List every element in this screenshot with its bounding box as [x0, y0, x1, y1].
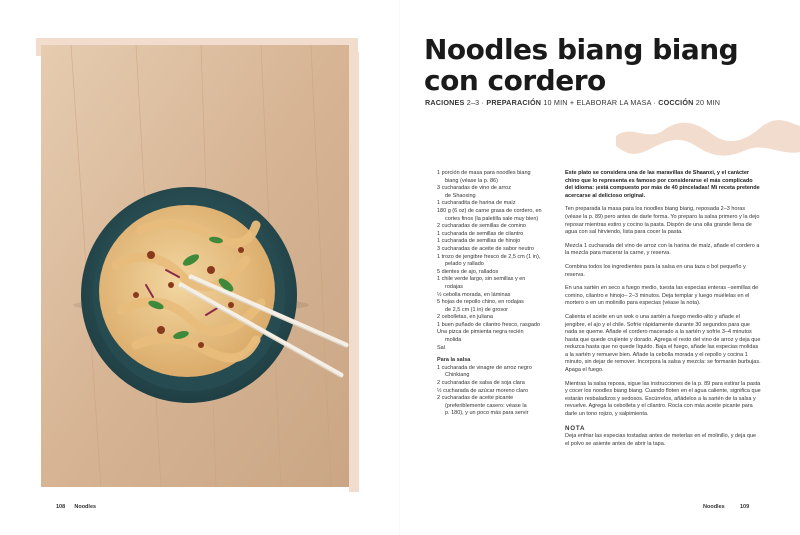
section-name-right: Noodles [703, 504, 725, 510]
sauce-ingredient-line: 1 cucharada de vinagre de arroz negro [437, 364, 532, 371]
ingredient-line: 3 cucharadas de vino de arroz [437, 185, 511, 192]
ingredient-line: Sal [437, 344, 445, 351]
sauce-ingredient-line: p. 180), y un poco más para servir [445, 410, 529, 417]
prep-value: 10 MIN + ELABORAR LA MASA [543, 98, 652, 107]
ingredient-line: biang (véase la p. 86) [445, 177, 498, 184]
method-step: Mezcla 1 cucharada del vino de arroz con la harina de maíz, añade el cordero a la mezcla para macerar la carne, y reserva. [565, 242, 760, 257]
cook-label: COCCIÓN [658, 98, 694, 107]
accent-strip-side [349, 52, 359, 492]
recipe-title-line-1: Noodles biang biang [424, 33, 739, 66]
ingredient-list [437, 170, 557, 418]
ingredient-line: 1 cucharada de semillas de hinojo [437, 238, 521, 245]
sauce-ingredient-line: 2 cucharadas de salsa de soja clara [437, 380, 525, 387]
page-number-left: 108 [56, 504, 66, 510]
sauce-ingredient-line: (preferiblemente casero: véase la [445, 402, 527, 409]
ingredient-line: 2 cebolletas, en juliana [437, 314, 493, 321]
ingredient-line: pelado y rallado [445, 261, 484, 268]
ingredient-line: 1 porción de masa para noodles biang [437, 170, 531, 176]
ingredient-line: 180 g (6 oz) de carne grasa de cordero, en [437, 207, 542, 214]
recipe-title [424, 34, 764, 96]
ingredient-line: 1 trozo de jengibre fresco de 2,5 cm (1 in), [437, 253, 541, 260]
method-column [565, 170, 761, 454]
note-text: Deja enfriar las especias tostadas antes de meterlas en el molinillo, y deja que el polvo se asiente antes de abrir la tapa. [565, 433, 757, 447]
ingredient-line: de Shaoxing [445, 192, 476, 199]
sauce-ingredient-line: Chinkiang [445, 372, 470, 379]
ingredient-line: 1 chile verde largo, sin semillas y en [437, 276, 526, 283]
method-step: Calienta el aceite en un wok o una sartén a fuego medio-alto y añade el jengibre, el ajo y el chile. Sofríe rápidamente durante 30 segundos para que nada se queme. Añade el cordero macerado a la sartén y sofríe 3–4 minutos hasta que quede crujiente y dorado. Agrega el resto del vino de arroz y deja que reduzca hasta que no quede líquido. Baja el fuego, añade las especias molidas a la sartén y remueve bien. Añade la cebolla morada y el repollo y cocina 1 minuto, sin dejar de remover. Incorpora la salsa y mezcla: se formarán burbujas. Apaga el fuego. [565, 313, 761, 374]
ingredient-line: 3 cucharadas de aceite de sabor neutro [437, 245, 534, 252]
left-folio [56, 504, 96, 510]
ingredient-line: Una pizca de pimienta negra recién [437, 329, 524, 336]
method-step: Combina todos los ingredientes para la salsa en una taza o bol pequeño y reserva. [565, 263, 746, 278]
brush-stroke-decoration [612, 112, 800, 160]
recipe-intro: Este plato se considera una de las maravillas de Shaanxi, y el carácter chino que lo representa es famoso por considerarse el más complicado del idioma: ¡está compuesto por más de 40 pinceladas! Mi receta pretende acercarse al delicioso original. [565, 170, 760, 199]
method-step: Mientras la salsa reposa, sigue las instrucciones de la p. 89 para estirar la pasta y cocer los noodles biang biang. Cuando floten en el agua caliente, significa que estarán resbaladizos y sedosos. Escúrrelos, añádelos a la sartén de la salsa y revuelve. Agrega la cebolleta y el cilantro. Rocía con más aceite picante para darle un tono rojizo, y salpimienta. [565, 380, 761, 418]
ingredient-line: cortes finos (la paletilla sale muy bien) [445, 215, 539, 222]
ingredient-line: ½ cebolla morada, en láminas [437, 291, 511, 298]
recipe-title-line-2: con cordero [424, 64, 606, 97]
section-name-left: Noodles [74, 504, 97, 510]
noodle-bowl-illustration [41, 45, 349, 487]
meta-separator-2: · [653, 98, 656, 107]
note-heading: NOTA [565, 424, 586, 432]
cook-value: 20 MIN [695, 98, 721, 107]
ingredient-line: 1 cucharada de semillas de cilantro [437, 230, 524, 237]
dish-photo [41, 45, 349, 487]
meta-separator-1: · [481, 98, 485, 107]
prep-label: PREPARACIÓN [486, 98, 542, 107]
sauce-heading: Para la salsa [437, 357, 471, 364]
recipe-meta [425, 98, 755, 107]
ingredient-line: rodajas [445, 283, 464, 290]
method-step: Ten preparada la masa para los noodles biang biang, reposada 2–3 horas (véase la p. 89) pero antes de darle forma. Yo preparo la salsa primero y la dejo reposar mientras estiro y cocino la pasta. Dispón de una olla grande llena de agua con sal hirviendo, lista para cocer la pasta. [565, 206, 760, 236]
right-folio [703, 504, 749, 510]
ingredient-line: de 2,5 cm (1 in) de grosor [445, 306, 508, 313]
servings-label: RACIONES [425, 98, 465, 107]
sauce-ingredient-line: 2 cucharadas de aceite picante [437, 395, 514, 402]
ingredient-line: 5 hojas de repollo chino, en rodajas [437, 299, 524, 306]
ingredient-line: 1 cucharadita de harina de maíz [437, 200, 516, 207]
ingredient-line: molida [445, 337, 462, 344]
ingredient-line: 2 cucharadas de semillas de comino [437, 223, 526, 230]
sauce-ingredient-line: ½ cucharada de azúcar moreno claro [437, 387, 529, 394]
servings-value: 2–3 [466, 98, 480, 107]
method-step: En una sartén en seco a fuego medio, tuesta las especias enteras –semillas de comino, cilantro e hinojo– 2–3 minutos. Deja templar y luego muélelas en el mortero o en un molinillo para especias (véase la nota). [565, 285, 759, 307]
ingredient-line: 5 dientes de ajo, rallados [437, 268, 499, 275]
page-number-right: 109 [739, 504, 750, 510]
ingredient-line: 1 buen puñado de cilantro fresco, rasgado [437, 321, 541, 328]
